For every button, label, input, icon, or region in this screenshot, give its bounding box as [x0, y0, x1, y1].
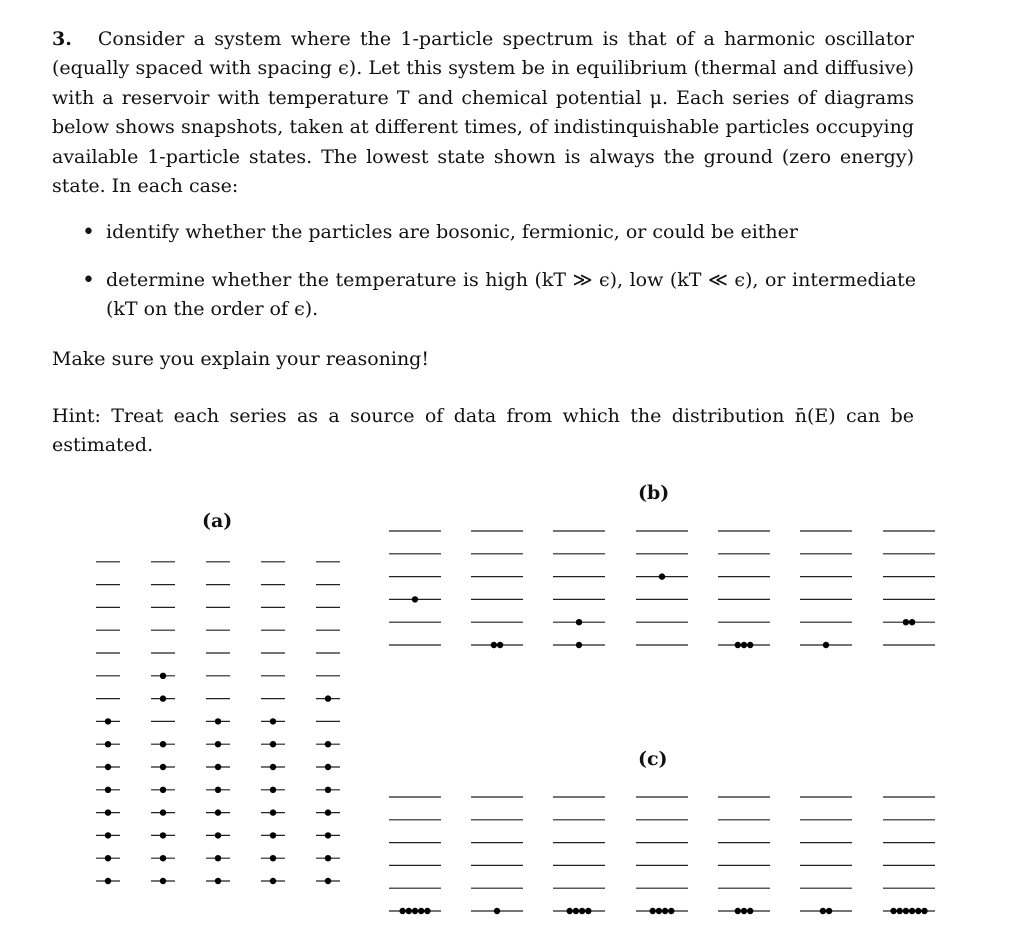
- diagram-c-particle: [826, 908, 832, 914]
- diagram-c-particle: [585, 908, 591, 914]
- diagram-a-particle: [160, 855, 166, 861]
- diagram-a-particle: [215, 718, 221, 724]
- diagram-a-particle: [105, 741, 111, 747]
- diagram-c-particle: [662, 908, 668, 914]
- diagram-a-particle: [325, 832, 331, 838]
- diagram-b-particle: [491, 642, 497, 648]
- diagram-b-particle: [909, 619, 915, 625]
- diagram-c-particle: [567, 908, 573, 914]
- instruction-item-particle-type: • identify whether the particles are bosonic, fermionic, or could be either: [82, 218, 916, 247]
- diagram-c-particle: [418, 908, 424, 914]
- diagram-a-particle: [270, 855, 276, 861]
- diagram-c-particle: [579, 908, 585, 914]
- diagram-b-particle: [576, 619, 582, 625]
- diagram-a-particle: [160, 673, 166, 679]
- diagram-a-particle: [270, 809, 276, 815]
- diagram-b-label: (b): [638, 482, 670, 504]
- diagram-c-particle: [412, 908, 418, 914]
- diagram-a-particle: [105, 764, 111, 770]
- diagram-c-particle: [494, 908, 500, 914]
- diagram-c-particle: [650, 908, 656, 914]
- diagram-a-particle: [325, 764, 331, 770]
- diagram-b-particle: [659, 573, 665, 579]
- diagram-a-particle: [160, 695, 166, 701]
- diagram-a-particle: [160, 764, 166, 770]
- diagram-a-particle: [160, 741, 166, 747]
- diagram-a-particle: [270, 787, 276, 793]
- diagram-c-particle: [424, 908, 430, 914]
- diagram-c-particle: [656, 908, 662, 914]
- diagram-b-particle: [823, 642, 829, 648]
- problem-intro-text: Consider a system where the 1-particle spectrum is that of a harmonic oscillator (equally spaced with spacing ϵ). Let this system be in equilibrium (thermal and diffusive) with a reservoir with temperature T and chemical potential μ. Each series of diagrams below shows snapshots, taken at different times, of indistinquishable particles occupying available 1-particle states. The lowest state shown is always the ground (zero energy) state. In each case:: [52, 28, 914, 198]
- diagram-a-label: (a): [202, 510, 233, 532]
- diagram-b-particle: [741, 642, 747, 648]
- diagram-c-particle: [890, 908, 896, 914]
- diagram-a-particle: [215, 855, 221, 861]
- diagram-a-particle: [325, 741, 331, 747]
- diagram-c-particle: [921, 908, 927, 914]
- diagram-c-particle: [820, 908, 826, 914]
- diagram-c-particle: [747, 908, 753, 914]
- diagram-a-particle: [270, 741, 276, 747]
- diagram-c-particle: [909, 908, 915, 914]
- reasoning-note: Make sure you explain your reasoning!: [52, 348, 429, 370]
- diagram-a-particle: [215, 809, 221, 815]
- diagram-a-particle: [105, 832, 111, 838]
- diagram-a-particle: [325, 787, 331, 793]
- diagram-a-particle: [160, 832, 166, 838]
- diagram-a-particle: [160, 787, 166, 793]
- diagram-c-particle: [668, 908, 674, 914]
- diagram-a-particle: [105, 787, 111, 793]
- diagram-a-particle: [215, 787, 221, 793]
- diagram-a-particle: [325, 878, 331, 884]
- diagram-a-particle: [215, 741, 221, 747]
- diagram-a-particle: [270, 832, 276, 838]
- problem-number: 3.: [52, 28, 72, 50]
- instruction-temperature-text: determine whether the temperature is high (kT ≫ ϵ), low (kT ≪ ϵ), or intermediate (kT on the order of ϵ).: [106, 269, 916, 321]
- diagram-c-particle: [741, 908, 747, 914]
- diagram-a-particle: [325, 695, 331, 701]
- diagram-b-particle: [735, 642, 741, 648]
- diagram-c-particle: [735, 908, 741, 914]
- diagram-a-particle: [105, 878, 111, 884]
- bullet-dot-icon: •: [82, 268, 95, 293]
- diagram-a-particle: [215, 878, 221, 884]
- diagram-b-particle: [747, 642, 753, 648]
- diagram-c-label: (c): [638, 748, 668, 770]
- diagram-c-particle: [399, 908, 405, 914]
- diagram-a-particle: [215, 832, 221, 838]
- diagram-a-particle: [215, 764, 221, 770]
- diagram-b-particle: [903, 619, 909, 625]
- diagram-b-particle: [497, 642, 503, 648]
- diagram-c-particle: [903, 908, 909, 914]
- diagram-c-particle: [406, 908, 412, 914]
- diagram-a-particle: [105, 718, 111, 724]
- diagram-a-particle: [270, 718, 276, 724]
- diagram-c-particle: [915, 908, 921, 914]
- diagram-b-particle: [412, 596, 418, 602]
- diagram-a-particle: [160, 809, 166, 815]
- diagram-a-particle: [105, 855, 111, 861]
- diagram-a-particle: [325, 855, 331, 861]
- diagram-c-particle: [573, 908, 579, 914]
- diagram-b-particle: [576, 642, 582, 648]
- diagram-a-particle: [160, 878, 166, 884]
- diagram-a-particle: [105, 809, 111, 815]
- diagram-a-particle: [270, 764, 276, 770]
- diagram-c-particle: [897, 908, 903, 914]
- diagram-a-particle: [270, 878, 276, 884]
- hint-text: Hint: Treat each series as a source of data from which the distribution n̄(E) can be estimated.: [52, 405, 914, 457]
- diagram-a-particle: [325, 809, 331, 815]
